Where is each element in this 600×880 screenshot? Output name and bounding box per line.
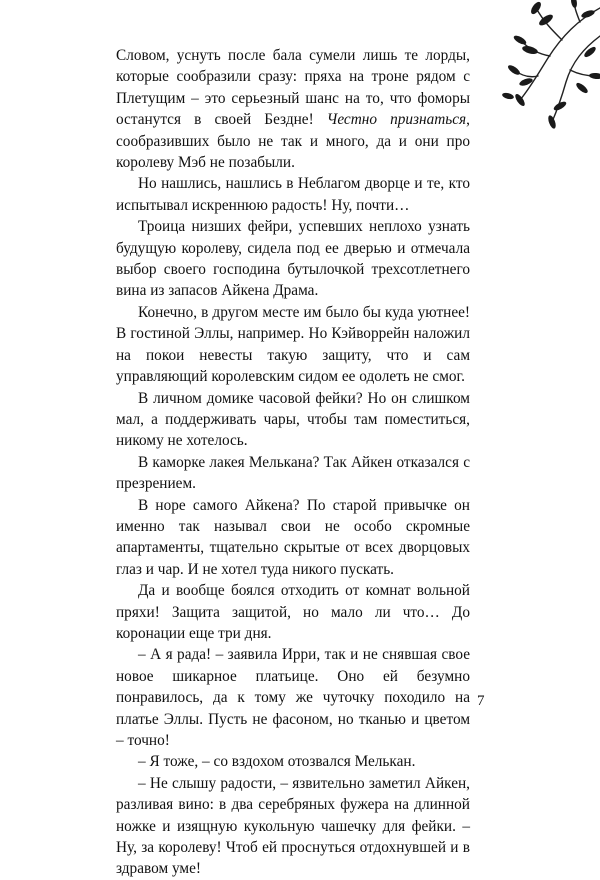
text-run: В норе самого Айкена? По старой привычке он именно так называл свои не особо скромные апартаменты, тщательно скрытые от всех дворцовых глаз и чар. И не хотел туда никого пускать. [116, 496, 470, 578]
text-run: – Я тоже, – со вздохом отозвался Мелькан. [138, 753, 416, 771]
page-text [116, 45, 470, 880]
text-run: Троица низших фейри, успевших неплохо узнать будущую королеву, сидела под ее дверью и отмечала выбор своего господина бутылочкой трехсотлетнего вина из запасов Айкена Драма. [116, 218, 470, 300]
paragraph [116, 495, 470, 581]
text-run: Да и вообще боялся отходить от комнат вольной пряхи! Защита защитой, но мало ли что… До коронации еще три дня. [116, 582, 470, 642]
paragraph [116, 45, 470, 173]
text-run: – А я рада! – заявила Ирри, так и не снявшая свое новое шикарное платьице. Оно ей безумно понравилось, да к тому же чуточку походило на платье Эллы. Пусть не фасоном, но тканью и цветом – точно! [116, 646, 470, 749]
floral-ornament [450, 0, 600, 130]
text-run: – Не слышу радости, – язвительно заметил Айкен, разливая вино: в два серебряных фужера на длинной ножке и изящную кукольную чашечку для фейки. – Ну, за королеву! Чтоб ей проснуться отдохнувшей и в здравом уме! [116, 774, 470, 878]
text-run: Но нашлись, нашлись в Неблагом дворце и те, кто испытывал искреннюю радость! Ну, почти… [116, 175, 470, 214]
paragraph [116, 302, 470, 388]
paragraph [116, 173, 470, 216]
text-run: В личном домике часовой фейки? Но он слишком мал, а поддерживать чары, чтобы там поместиться, никому не хотелось. [116, 389, 470, 450]
text-run: , сообразивших было не так и много, да и они про королеву Мэб не позабыли. [116, 111, 470, 172]
paragraph [116, 452, 470, 495]
paragraph [116, 580, 470, 644]
paragraph [116, 751, 470, 772]
paragraph [116, 388, 470, 452]
text-run: В каморке лакея Мелькана? Так Айкен отказался с презрением. [116, 453, 470, 493]
paragraph [116, 216, 470, 302]
italic-text: Честно признаться [326, 111, 467, 129]
text-run: Конечно, в другом месте им было бы куда уютнее! В гостиной Эллы, например. Но Кэйворрейн наложил на покои невесты такую защиту, что и сам управляющий королевским сидом ее одолеть не смог. [116, 303, 470, 386]
paragraph [116, 773, 470, 880]
text-run: Словом, уснуть после бала сумели лишь те лорды, которые сообразили сразу: пряха на троне рядом с Плетущим – это серьезный шанс на то, что фоморы останутся в своей Бездне! [116, 47, 470, 129]
page-number: 7 [477, 693, 485, 709]
paragraph [116, 644, 470, 751]
